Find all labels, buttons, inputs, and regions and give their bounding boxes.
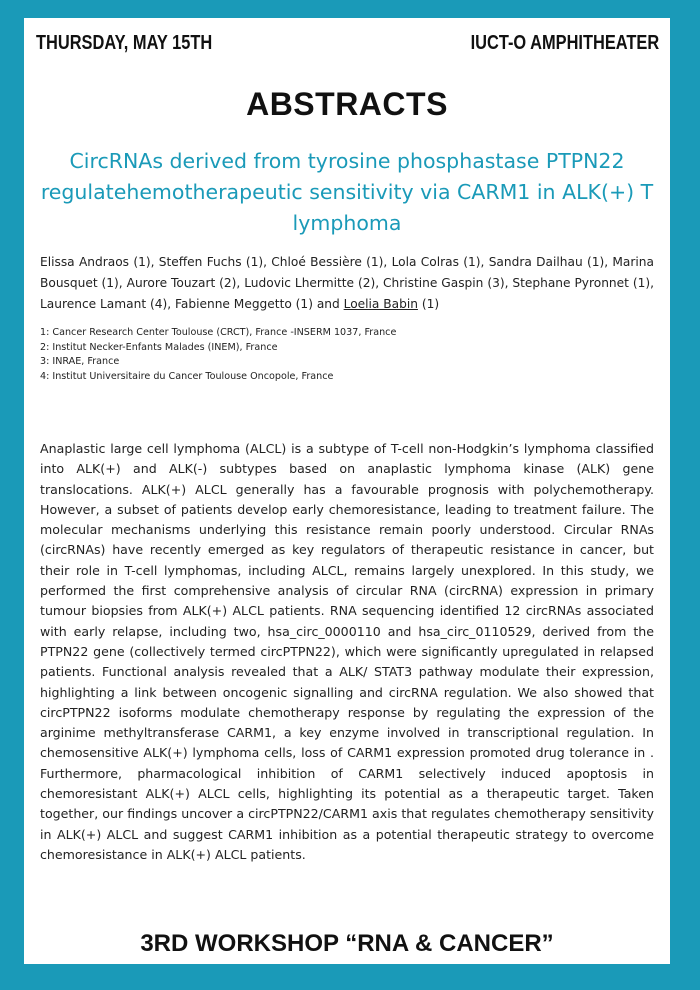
abstract-body: Anaplastic large cell lymphoma (ALCL) is a subtype of T-cell non-Hodgkin’s lymphoma classified into ALK(+) and ALK(-) subtypes based on anaplastic lymphoma kinase (ALK) gene translocations. ALK(+) ALCL generally has a favourable prognosis with polychemotherapy. However, a subset of patients develop early chemoresistance, leading to treatment failure. The molecular mechanisms underlying this resistance remain poorly understood. Circular RNAs (circRNAs) have recently emerged as key regulators of therapeutic resistance in cancer, but their role in T-cell lymphomas, including ALCL, remains largely unexplored. In this study, we performed the first comprehensive analysis of circular RNA (circRNA) expression in primary tumour biopsies from ALK(+) ALCL patients. RNA sequencing identified 12 circRNAs associated with early relapse, including two, hsa_circ_0000110 and hsa_circ_0110529, derived from the PTPN22 gene (collectively termed circPTPN22), which were significantly upregulated in relapsed patients. Functional analysis revealed that a ALK/ STAT3 pathway modulate their expression, highlighting a link between oncogenic signalling and circRNA regulation. We also showed that circPTPN22 isoforms modulate chemotherapy response by regulating the expression of the arginime methyltransferase CARM1, a key enzyme involved in transcriptional regulation. In chemosensitive ALK(+) lymphoma cells, loss of CARM1 expression promoted drug tolerance in . Furthermore, pharmacological inhibition of CARM1 selectively induced apoptosis in chemoresistant ALK(+) ALCL cells, highlighting its potential as a therapeutic target. Taken together, our findings uncover a circPTPN22/CARM1 axis that regulates chemotherapy sensitivity in ALK(+) ALCL and suggest CARM1 inhibition as a potential therapeutic strategy to overcome chemoresistance in ALK(+) ALCL patients. xyxy=(40,441,654,862)
author-list xyxy=(40,252,654,315)
header-bar xyxy=(36,32,659,55)
affiliation-item: 1: Cancer Research Center Toulouse (CRCT), France -INSERM 1037, France xyxy=(40,327,397,338)
abstract-page xyxy=(24,18,670,964)
presenting-author: Loelia Babin xyxy=(343,297,418,311)
paper-title: CircRNAs derived from tyrosine phosphastase PTPN22 regulatehemotherapeutic sensitivity via CARM1 in ALK(+) T lymphoma xyxy=(40,149,654,235)
affiliation-list xyxy=(40,326,654,384)
authors-text: Elissa Andraos (1), Steffen Fuchs (1), Chloé Bessière (1), Lola Colras (1), Sandra Dailhau (1), Marina Bousquet (1), Aurore Touzart (2), Ludovic Lhermitte (2), Christine Gaspin (3), Stephane Pyronnet (1), Laurence Lamant (4), Fabienne Meggetto (1) and xyxy=(40,255,654,311)
affiliation-item: 2: Institut Necker-Enfants Malades (INEM), France xyxy=(40,341,278,353)
affiliation-item: 3: INRAE, France xyxy=(40,356,120,367)
section-title: ABSTRACTS xyxy=(246,86,448,122)
affiliation-item: 4: Institut Universitaire du Cancer Toulouse Oncopole, France xyxy=(40,370,334,382)
presenting-author-affiliation: (1) xyxy=(417,297,440,311)
event-date: THURSDAY, MAY 15TH xyxy=(36,32,213,54)
workshop-footer: 3RD WORKSHOP “RNA & CANCER” xyxy=(140,930,554,957)
event-venue: IUCT-O AMPHITHEATER xyxy=(470,32,660,54)
